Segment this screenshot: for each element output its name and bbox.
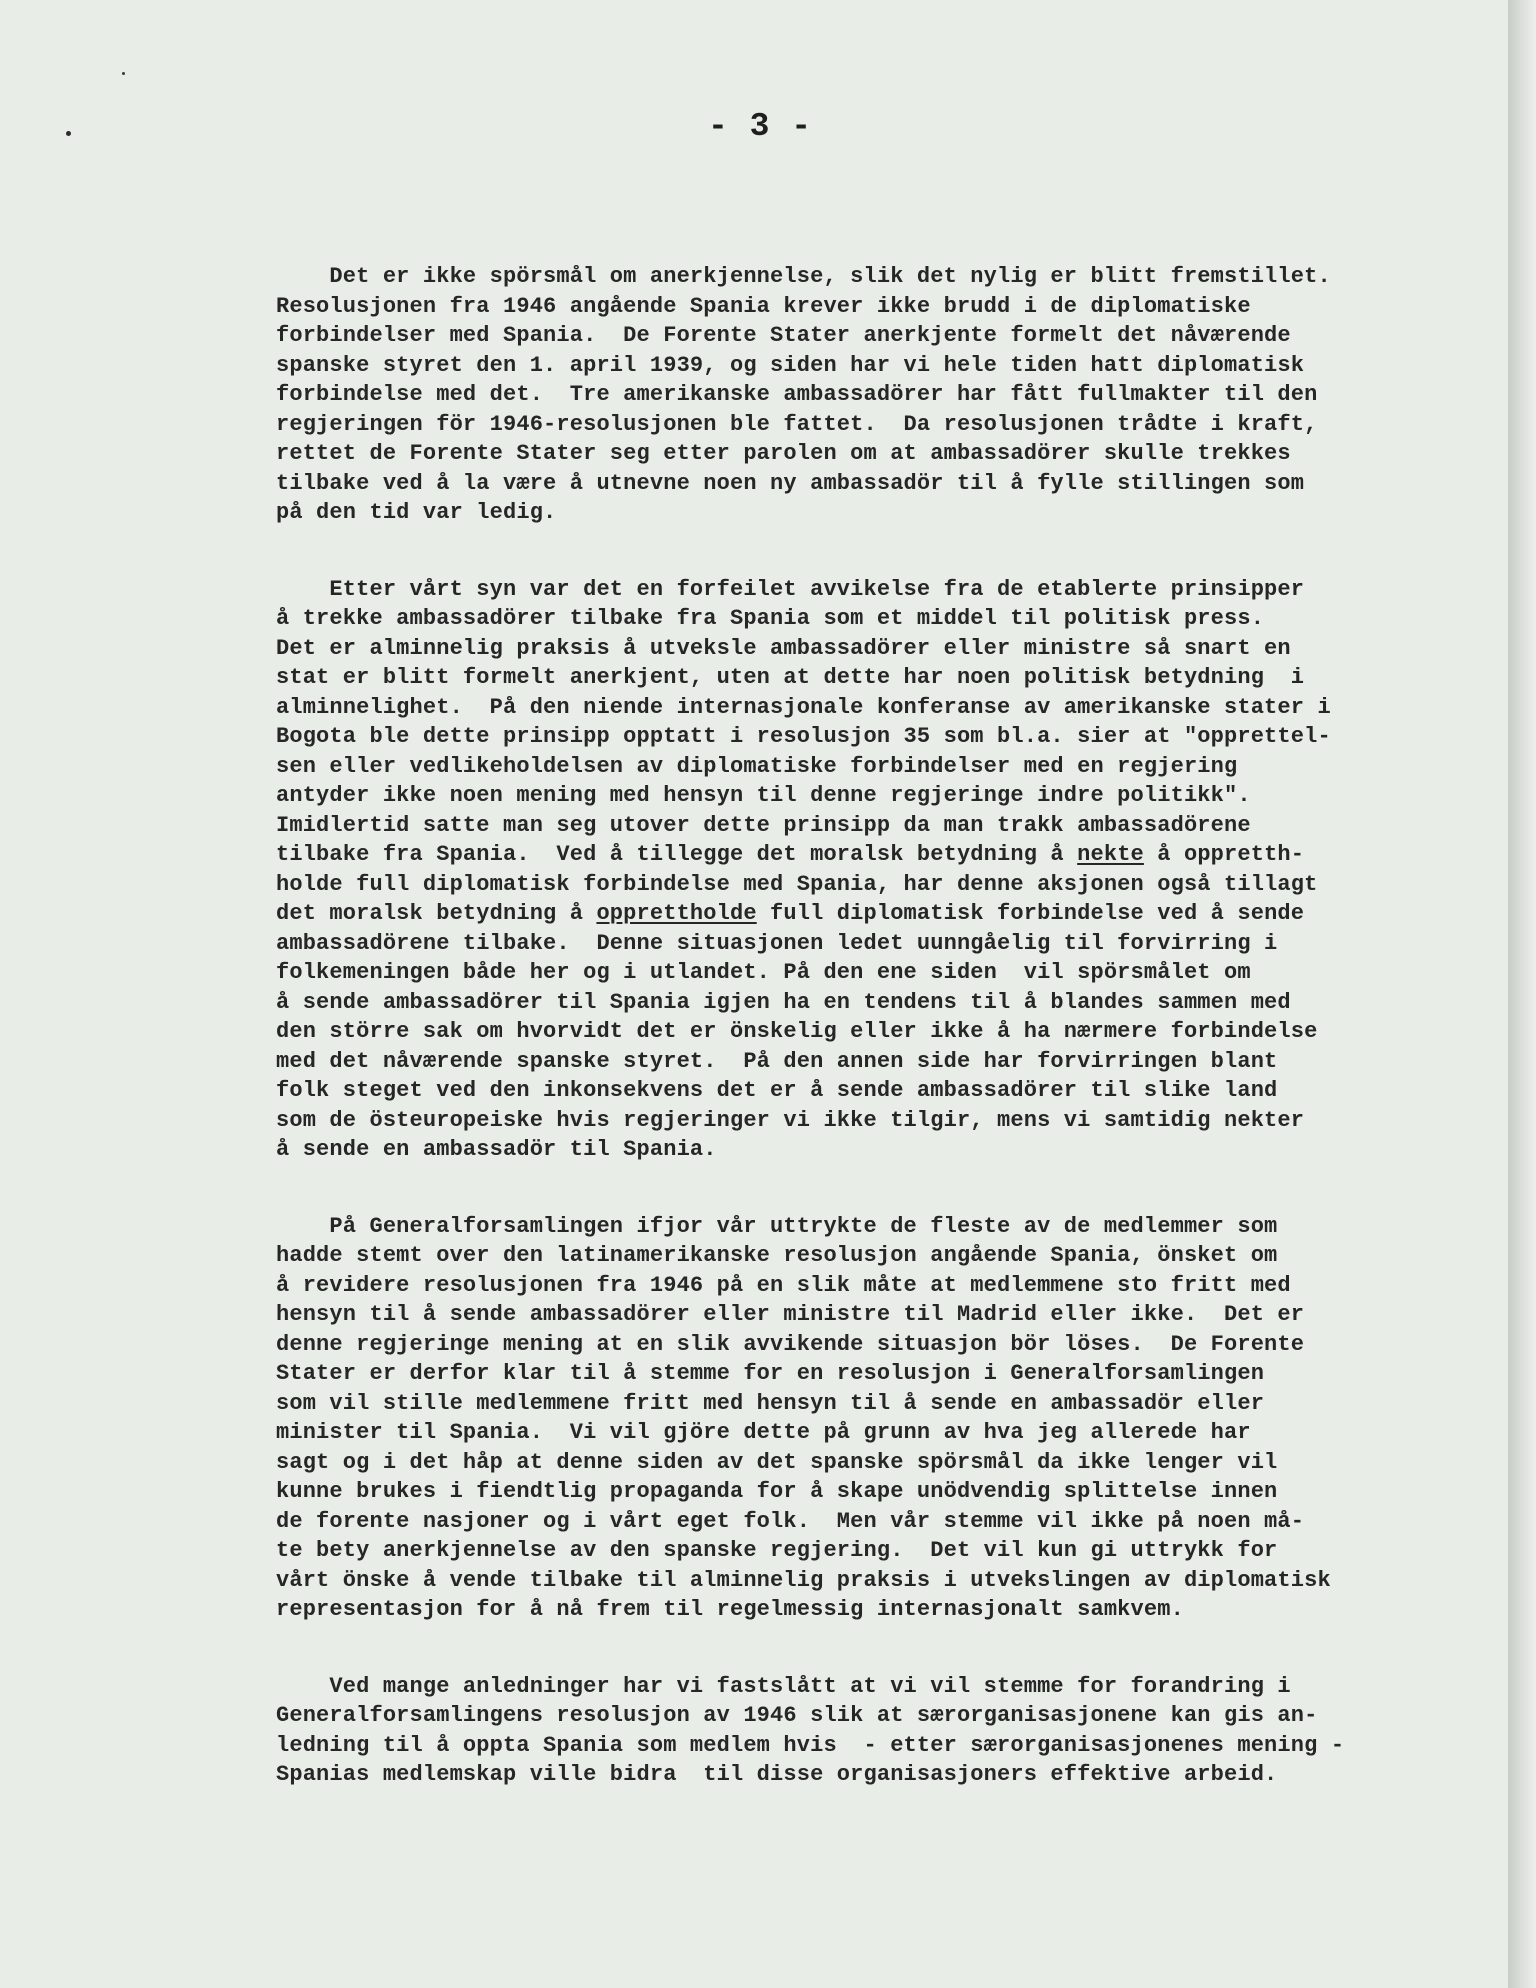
text-line: rettet de Forente Stater seg etter parolen om at ambassadörer skulle trekkes: [276, 441, 1291, 466]
text-line: representasjon for å nå frem til regelmessig internasjonalt samkvem.: [276, 1597, 1184, 1622]
text-line: ambassadörene tilbake. Denne situasjonen ledet uunngåelig til forvirring i: [276, 930, 1278, 956]
text-line: ledning til å oppta Spania som medlem hvis - etter særorganisasjonenes mening -: [276, 1732, 1345, 1758]
paragraph-4: [276, 1672, 1436, 1790]
underlined-word: nekte: [1077, 842, 1144, 867]
text-line-underline: det moralsk betydning å opprettholde full diplomatisk forbindelse ved å sende: [276, 901, 1305, 926]
page-edge-shadow: [1508, 0, 1536, 1988]
text-line: Spanias medlemskap ville bidra til disse organisasjoners effektive arbeid.: [276, 1762, 1278, 1787]
text-line: denne regjeringe mening at en slik avvikende situasjon bör löses. De Forente: [276, 1331, 1305, 1357]
text-line: folk steget ved den inkonsekvens det er å sende ambassadörer til slike land: [276, 1078, 1278, 1103]
text-line: med det nåværende spanske styret. På den annen side har forvirringen blant: [276, 1048, 1278, 1074]
text-line: tilbake ved å la være å utnevne noen ny ambassadör til å fylle stillingen som: [276, 470, 1305, 496]
ink-speck: [122, 72, 125, 75]
text-line: den större sak om hvorvidt det er önskelig eller ikke å ha nærmere forbindelse: [276, 1019, 1318, 1044]
text-line: Etter vårt syn var det en forfeilet avvikelse fra de etablerte prinsipper: [276, 576, 1305, 602]
paragraph-3: [276, 1212, 1436, 1625]
text-line: hadde stemt over den latinamerikanske resolusjon angående Spania, önsket om: [276, 1243, 1278, 1268]
text-line: Resolusjonen fra 1946 angående Spania krever ikke brudd i de diplomatiske: [276, 293, 1251, 319]
paragraph-1: [276, 262, 1436, 528]
text-line: å trekke ambassadörer tilbake fra Spania som et middel til politisk press.: [276, 606, 1265, 631]
text-line: regjeringen för 1946-resolusjonen ble fattet. Da resolusjonen trådte i kraft,: [276, 411, 1318, 437]
text-line: på den tid var ledig.: [276, 500, 557, 525]
text-line: kunne brukes i fiendtlig propaganda for å skape unödvendig splittelse innen: [276, 1479, 1278, 1504]
text-line: antyder ikke noen mening med hensyn til denne regjeringe indre politikk".: [276, 783, 1251, 808]
text-line: som vil stille medlemmene fritt med hensyn til å sende en ambassadör eller: [276, 1390, 1265, 1416]
text-line: alminnelighet. På den niende internasjonale konferanse av amerikanske stater i: [276, 694, 1331, 720]
text-line: Imidlertid satte man seg utover dette prinsipp da man trakk ambassadörene: [276, 812, 1251, 838]
text-line: å revidere resolusjonen fra 1946 på en slik måte at medlemmene sto fritt med: [276, 1272, 1291, 1298]
text-line: å sende en ambassadör til Spania.: [276, 1137, 717, 1162]
text-line: folkemeningen både her og i utlandet. På den ene siden vil spörsmålet om: [276, 960, 1251, 985]
text-line-underline: tilbake fra Spania. Ved å tillegge det moralsk betydning å nekte å oppretth-: [276, 842, 1305, 867]
text-line: te bety anerkjennelse av den spanske regjering. Det vil kun gi uttrykk for: [276, 1538, 1278, 1563]
text-line: sen eller vedlikeholdelsen av diplomatiske forbindelser med en regjering: [276, 753, 1238, 779]
text-line: sagt og i det håp at denne siden av det spanske spörsmål da ikke lenger vil: [276, 1449, 1278, 1475]
underlined-word: opprettholde: [596, 901, 757, 926]
text-line: stat er blitt formelt anerkjent, uten at dette har noen politisk betydning i: [276, 665, 1305, 690]
text-line: Det er alminnelig praksis å utveksle ambassadörer eller ministre så snart en: [276, 635, 1291, 661]
text-line: spanske styret den 1. april 1939, og siden har vi hele tiden hatt diplomatisk: [276, 352, 1305, 378]
text-line: Stater er derfor klar til å stemme for en resolusjon i Generalforsamlingen: [276, 1361, 1265, 1386]
text-line: forbindelser med Spania. De Forente Stater anerkjente formelt det nåværende: [276, 323, 1291, 348]
text-line: Bogota ble dette prinsipp opptatt i resolusjon 35 som bl.a. sier at "opprettel-: [276, 724, 1331, 749]
paragraph-2: [276, 575, 1436, 1165]
text-line: Generalforsamlingens resolusjon av 1946 slik at særorganisasjonene kan gis an-: [276, 1703, 1318, 1728]
text-line: Ved mange anledninger har vi fastslått at vi vil stemme for forandring i: [276, 1673, 1291, 1699]
text-line: hensyn til å sende ambassadörer eller ministre til Madrid eller ikke. Det er: [276, 1302, 1305, 1327]
page-number: - 3 -: [708, 108, 813, 145]
text-line: forbindelse med det. Tre amerikanske ambassadörer har fått fullmakter til den: [276, 382, 1318, 407]
text-line: vårt önske å vende tilbake til alminnelig praksis i utvekslingen av diplomatisk: [276, 1567, 1331, 1593]
text-line: På Generalforsamlingen ifjor vår uttrykte de fleste av de medlemmer som: [276, 1213, 1278, 1239]
text-line: å sende ambassadörer til Spania igjen ha en tendens til å blandes sammen med: [276, 989, 1291, 1015]
text-line: de forente nasjoner og i vårt eget folk. Men vår stemme vil ikke på noen må-: [276, 1508, 1305, 1534]
text-line: minister til Spania. Vi vil gjöre dette på grunn av hva jeg allerede har: [276, 1420, 1251, 1445]
text-line: Det er ikke spörsmål om anerkjennelse, slik det nylig er blitt fremstillet.: [276, 264, 1331, 289]
punch-mark: [66, 131, 71, 136]
text-line: som de östeuropeiske hvis regjeringer vi ikke tilgir, mens vi samtidig nekter: [276, 1107, 1305, 1133]
document-body: [276, 262, 1436, 1837]
text-line: holde full diplomatisk forbindelse med Spania, har denne aksjonen også tillagt: [276, 871, 1318, 897]
